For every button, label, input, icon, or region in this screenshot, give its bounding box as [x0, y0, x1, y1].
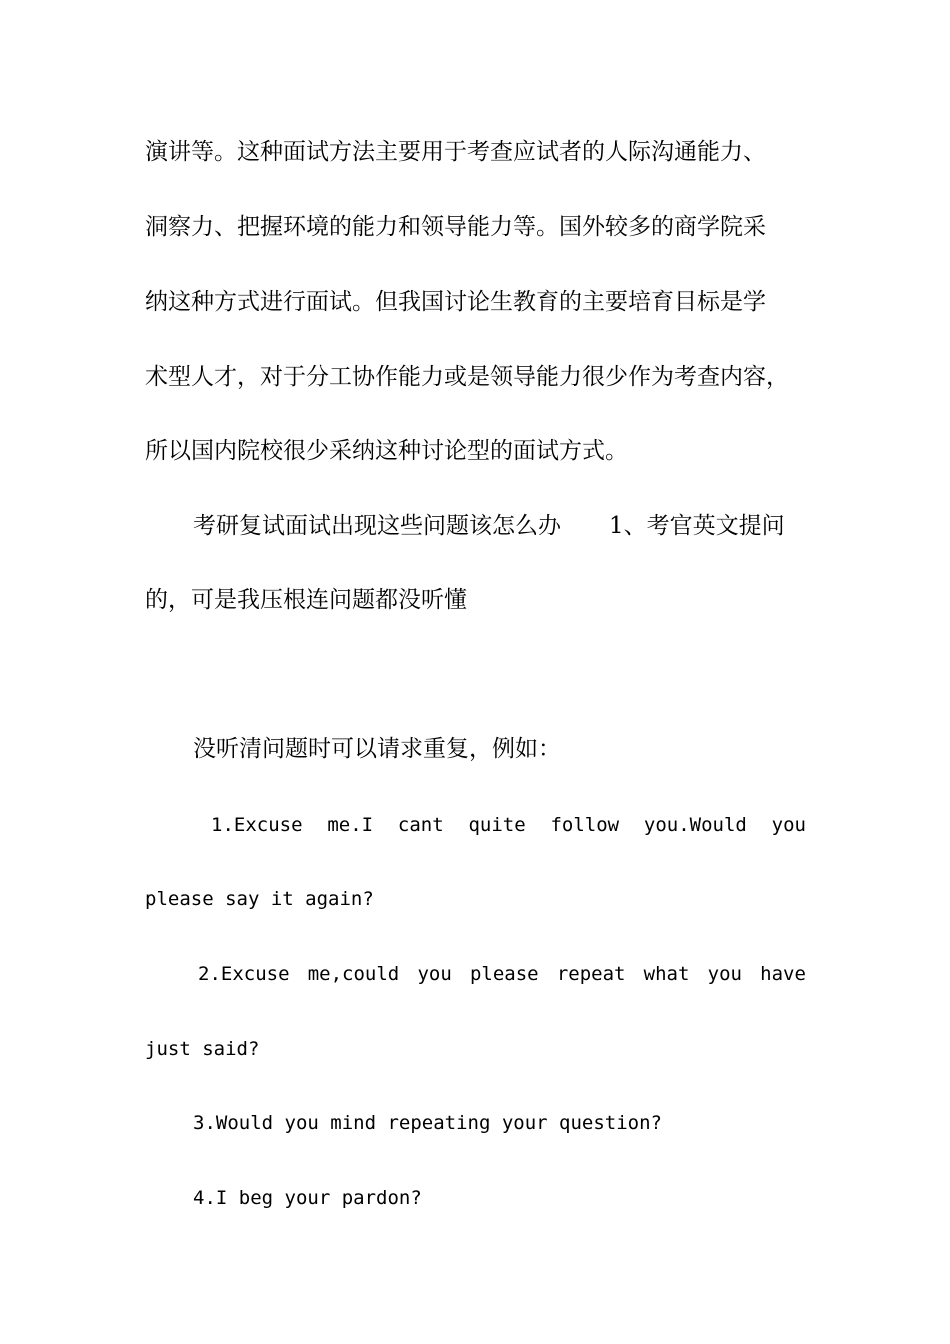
example-2-word: repeat [556, 963, 626, 985]
paragraph-1-line-3: 纳这种方式进行面试。但我国讨论生教育的主要培育目标是学 [145, 289, 766, 315]
paragraph-1-line-2: 洞察力、把握环境的能力和领导能力等。国外较多的商学院采 [145, 214, 766, 240]
example-4: 4.I beg your pardon? [193, 1187, 422, 1209]
paragraph-1-line-4: 术型人才，对于分工协作能力或是领导能力很少作为考查内容， [145, 364, 789, 390]
paragraph-3-line-1: 没听清问题时可以请求重复，例如： [193, 736, 561, 762]
paragraph-2-line-2: 的，可是我压根连问题都没听懂 [145, 587, 467, 613]
example-2-word: 2.Excuse [198, 963, 290, 985]
example-2-word: you [417, 963, 452, 985]
example-1-word: cant [397, 814, 444, 836]
example-1-word: you [771, 814, 806, 836]
example-2-word: have [760, 963, 806, 985]
example-3: 3.Would you mind repeating your question? [193, 1112, 662, 1134]
paragraph-2-line-1 [193, 511, 810, 541]
paragraph-2-heading-text: 考研复试面试出现这些问题该怎么办 [193, 513, 561, 539]
example-1-word: you.Would [643, 814, 747, 836]
example-1-word: follow [550, 814, 620, 836]
example-1-word: quite [468, 814, 526, 836]
example-1-word: 1.Excuse [211, 814, 303, 836]
example-2-line-2: just said? [145, 1038, 260, 1060]
example-2-word: please [469, 963, 539, 985]
example-1-line-1 [211, 810, 806, 840]
example-2-word: what [643, 963, 690, 985]
paragraph-2-question-text: 1、考官英文提问 [609, 513, 785, 539]
example-2-word: you [707, 963, 742, 985]
paragraph-1-line-1: 演讲等。这种面试方法主要用于考查应试者的人际沟通能力、 [145, 139, 766, 165]
example-1-line-2: please say it again? [145, 888, 374, 910]
example-2-word: me,could [307, 963, 400, 985]
example-1-word: me.I [327, 814, 374, 836]
example-2-line-1 [198, 959, 806, 989]
paragraph-1-line-5: 所以国内院校很少采纳这种讨论型的面试方式。 [145, 438, 628, 464]
